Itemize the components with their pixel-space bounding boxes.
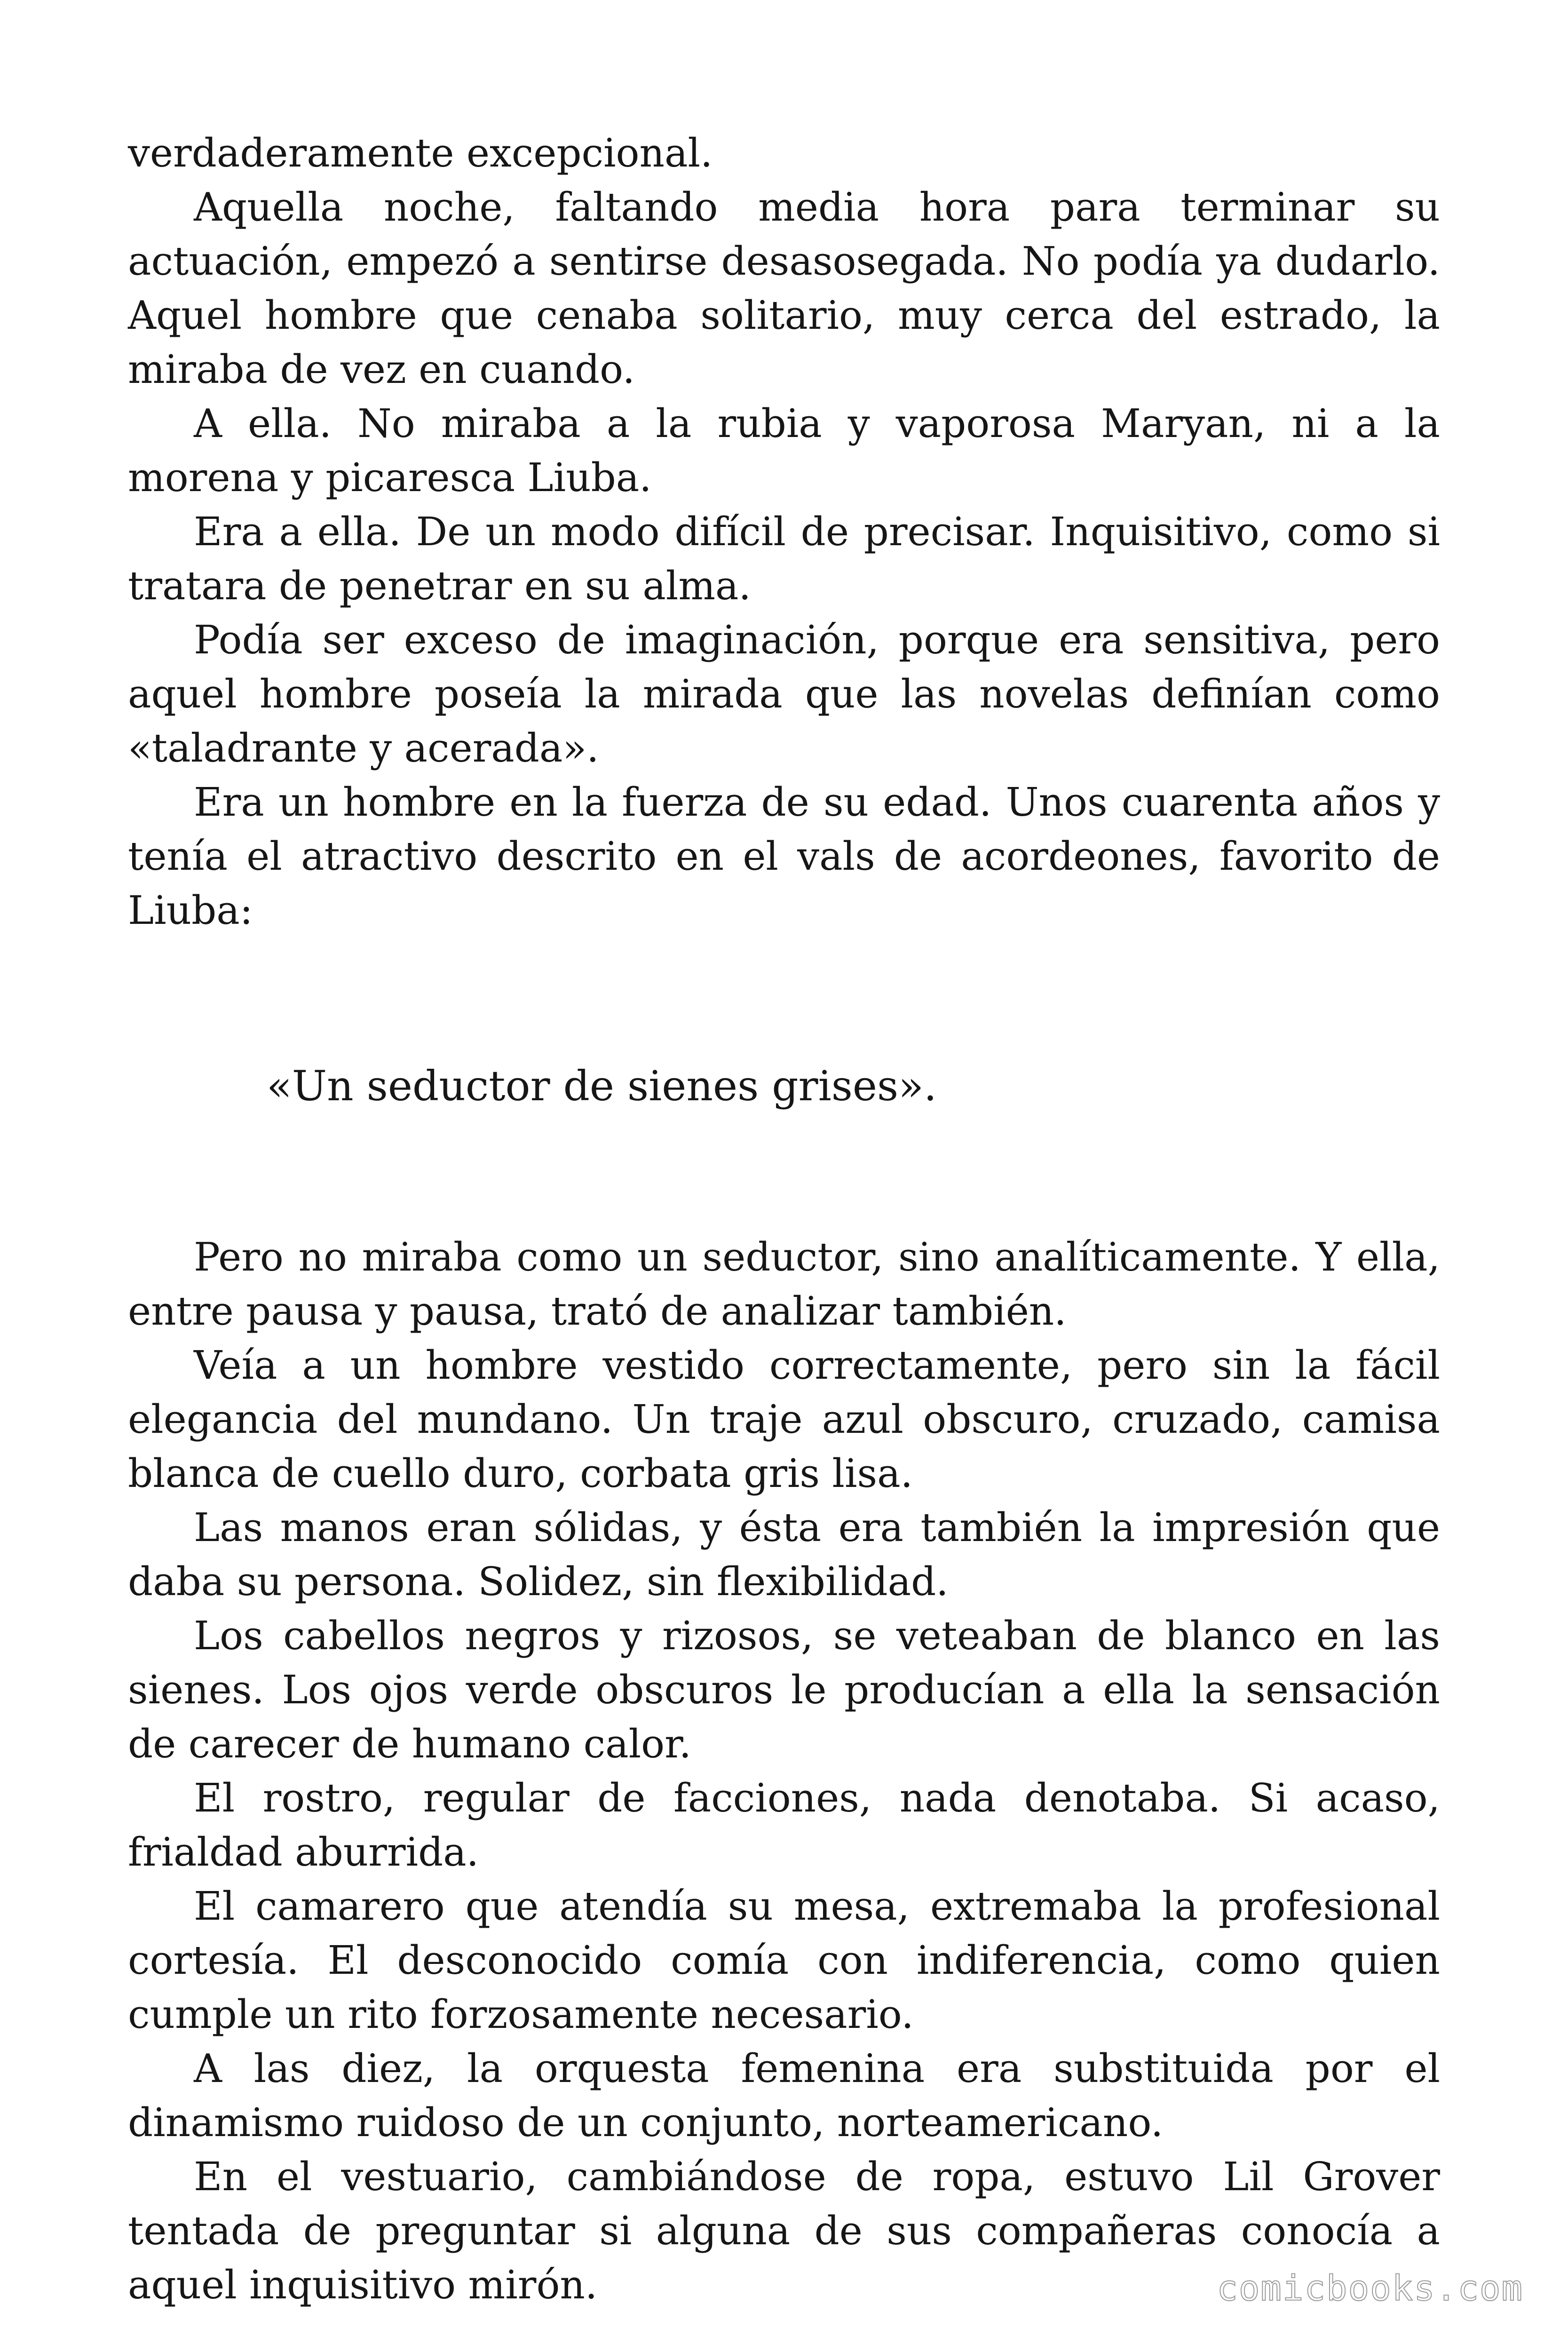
paragraph: A ella. No miraba a la rubia y vaporosa Maryan, ni a la morena y picaresca Liuba. (128, 401, 1440, 501)
paragraph: Era a ella. De un modo difícil de precisar. Inquisitivo, como si tratara de penetrar en su alma. (128, 509, 1440, 609)
paragraph: Era un hombre en la fuerza de su edad. Unos cuarenta años y tenía el atractivo descrito en el vals de acordeones, favorito de Liuba: (128, 779, 1440, 933)
paragraph: El rostro, regular de facciones, nada denotaba. Si acaso, frialdad aburrida. (128, 1775, 1440, 1875)
paragraph: Veía a un hombre vestido correctamente, pero sin la fácil elegancia del mundano. Un traje azul obscuro, cruzado, camisa blanca de cuello duro, corbata gris lisa. (128, 1343, 1440, 1496)
paragraph: Pero no miraba como un seductor, sino analíticamente. Y ella, entre pausa y pausa, trató de analizar también. (128, 1234, 1440, 1334)
page-body (128, 126, 1440, 2312)
paragraph: Los cabellos negros y rizosos, se veteaban de blanco en las sienes. Los ojos verde obscuros le producían a ella la sensación de carecer de humano calor. (128, 1613, 1440, 1767)
paragraph: Aquella noche, faltando media hora para terminar su actuación, empezó a sentirse desasosegada. No podía ya dudarlo. Aquel hombre que cenaba solitario, muy cerca del estrado, la miraba de vez en cuando. (128, 184, 1440, 392)
paragraph-continuation: verdaderamente excepcional. (128, 130, 713, 176)
paragraph: En el vestuario, cambiándose de ropa, estuvo Lil Grover tentada de preguntar si alguna de sus compañeras conocía a aquel inquisitivo mirón. (128, 2154, 1440, 2308)
watermark: comicbooks.com (1217, 2268, 1523, 2309)
paragraph: El camarero que atendía su mesa, extremaba la profesional cortesía. El desconocido comía con indiferencia, como quien cumple un rito forzosamente necesario. (128, 1883, 1440, 2037)
paragraph: Podía ser exceso de imaginación, porque era sensitiva, pero aquel hombre poseía la mirada que las novelas definían como «taladrante y acerada». (128, 617, 1440, 771)
block-quote: «Un seductor de sienes grises». (267, 1062, 937, 1110)
paragraph: A las diez, la orquesta femenina era substituida por el dinamismo ruidoso de un conjunto, norteamericano. (128, 2046, 1440, 2145)
paragraph: Las manos eran sólidas, y ésta era también la impresión que daba su persona. Solidez, sin flexibilidad. (128, 1505, 1440, 1605)
